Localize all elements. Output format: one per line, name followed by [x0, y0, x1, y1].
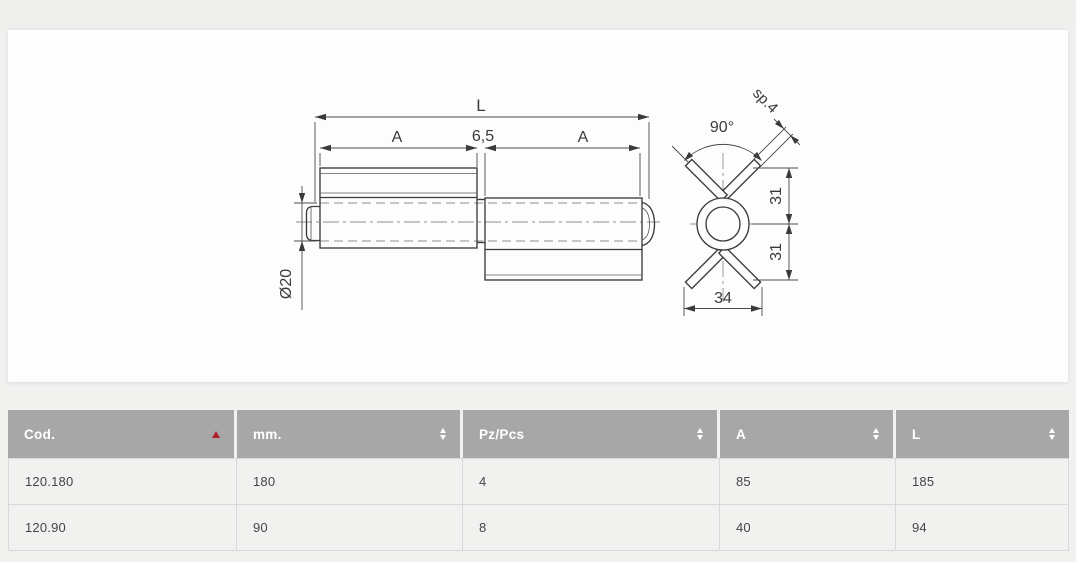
sort-asc-icon: [212, 431, 220, 438]
dim-label-overall-length: L: [476, 96, 486, 115]
cell-pzpcs: 4: [463, 459, 720, 504]
column-header-label: A: [736, 426, 747, 442]
product-table: [8, 410, 1069, 551]
sort-icon: [1049, 428, 1055, 440]
dim-label-offset-bottom: 31: [768, 243, 785, 261]
dim-label-thickness: sp.4: [749, 84, 782, 117]
sort-icon: [873, 428, 879, 440]
cell-a: 85: [720, 459, 896, 504]
dim-label-a-right: A: [577, 129, 589, 146]
dim-label-angle: 90°: [709, 119, 735, 136]
page-background-strip: [0, 0, 1076, 30]
drawing-card: [8, 30, 1068, 382]
column-header-a[interactable]: [720, 410, 896, 458]
table-header-row: [8, 410, 1069, 458]
dim-label-a-left: A: [391, 129, 403, 146]
column-header-label: Pz/Pcs: [479, 426, 525, 442]
cell-mm: 180: [237, 459, 463, 504]
dim-label-diameter: Ø20: [278, 268, 295, 300]
column-header-cod[interactable]: [8, 410, 237, 458]
dim-label-offset-top: 31: [768, 187, 785, 205]
cell-cod: 120.90: [9, 505, 237, 550]
table-row: [9, 459, 1068, 505]
cell-pzpcs: 8: [463, 505, 720, 550]
column-header-l[interactable]: [896, 410, 1069, 458]
column-header-label: Cod.: [24, 426, 56, 442]
column-header-mm[interactable]: [237, 410, 463, 458]
column-header-pzpcs[interactable]: [463, 410, 720, 458]
dim-label-gap: 6,5: [471, 128, 495, 145]
column-header-label: L: [912, 426, 921, 442]
table-body: [8, 458, 1069, 551]
sort-icon: [440, 428, 446, 440]
cell-a: 40: [720, 505, 896, 550]
sort-icon: [697, 428, 703, 440]
cell-mm: 90: [237, 505, 463, 550]
technical-drawing: [8, 30, 1068, 382]
cell-l: 185: [912, 474, 935, 489]
cell-l: 94: [912, 520, 927, 535]
column-header-label: mm.: [253, 426, 282, 442]
cell-cod: 120.180: [9, 459, 237, 504]
table-row: [9, 505, 1068, 550]
dim-label-width: 34: [714, 290, 732, 307]
